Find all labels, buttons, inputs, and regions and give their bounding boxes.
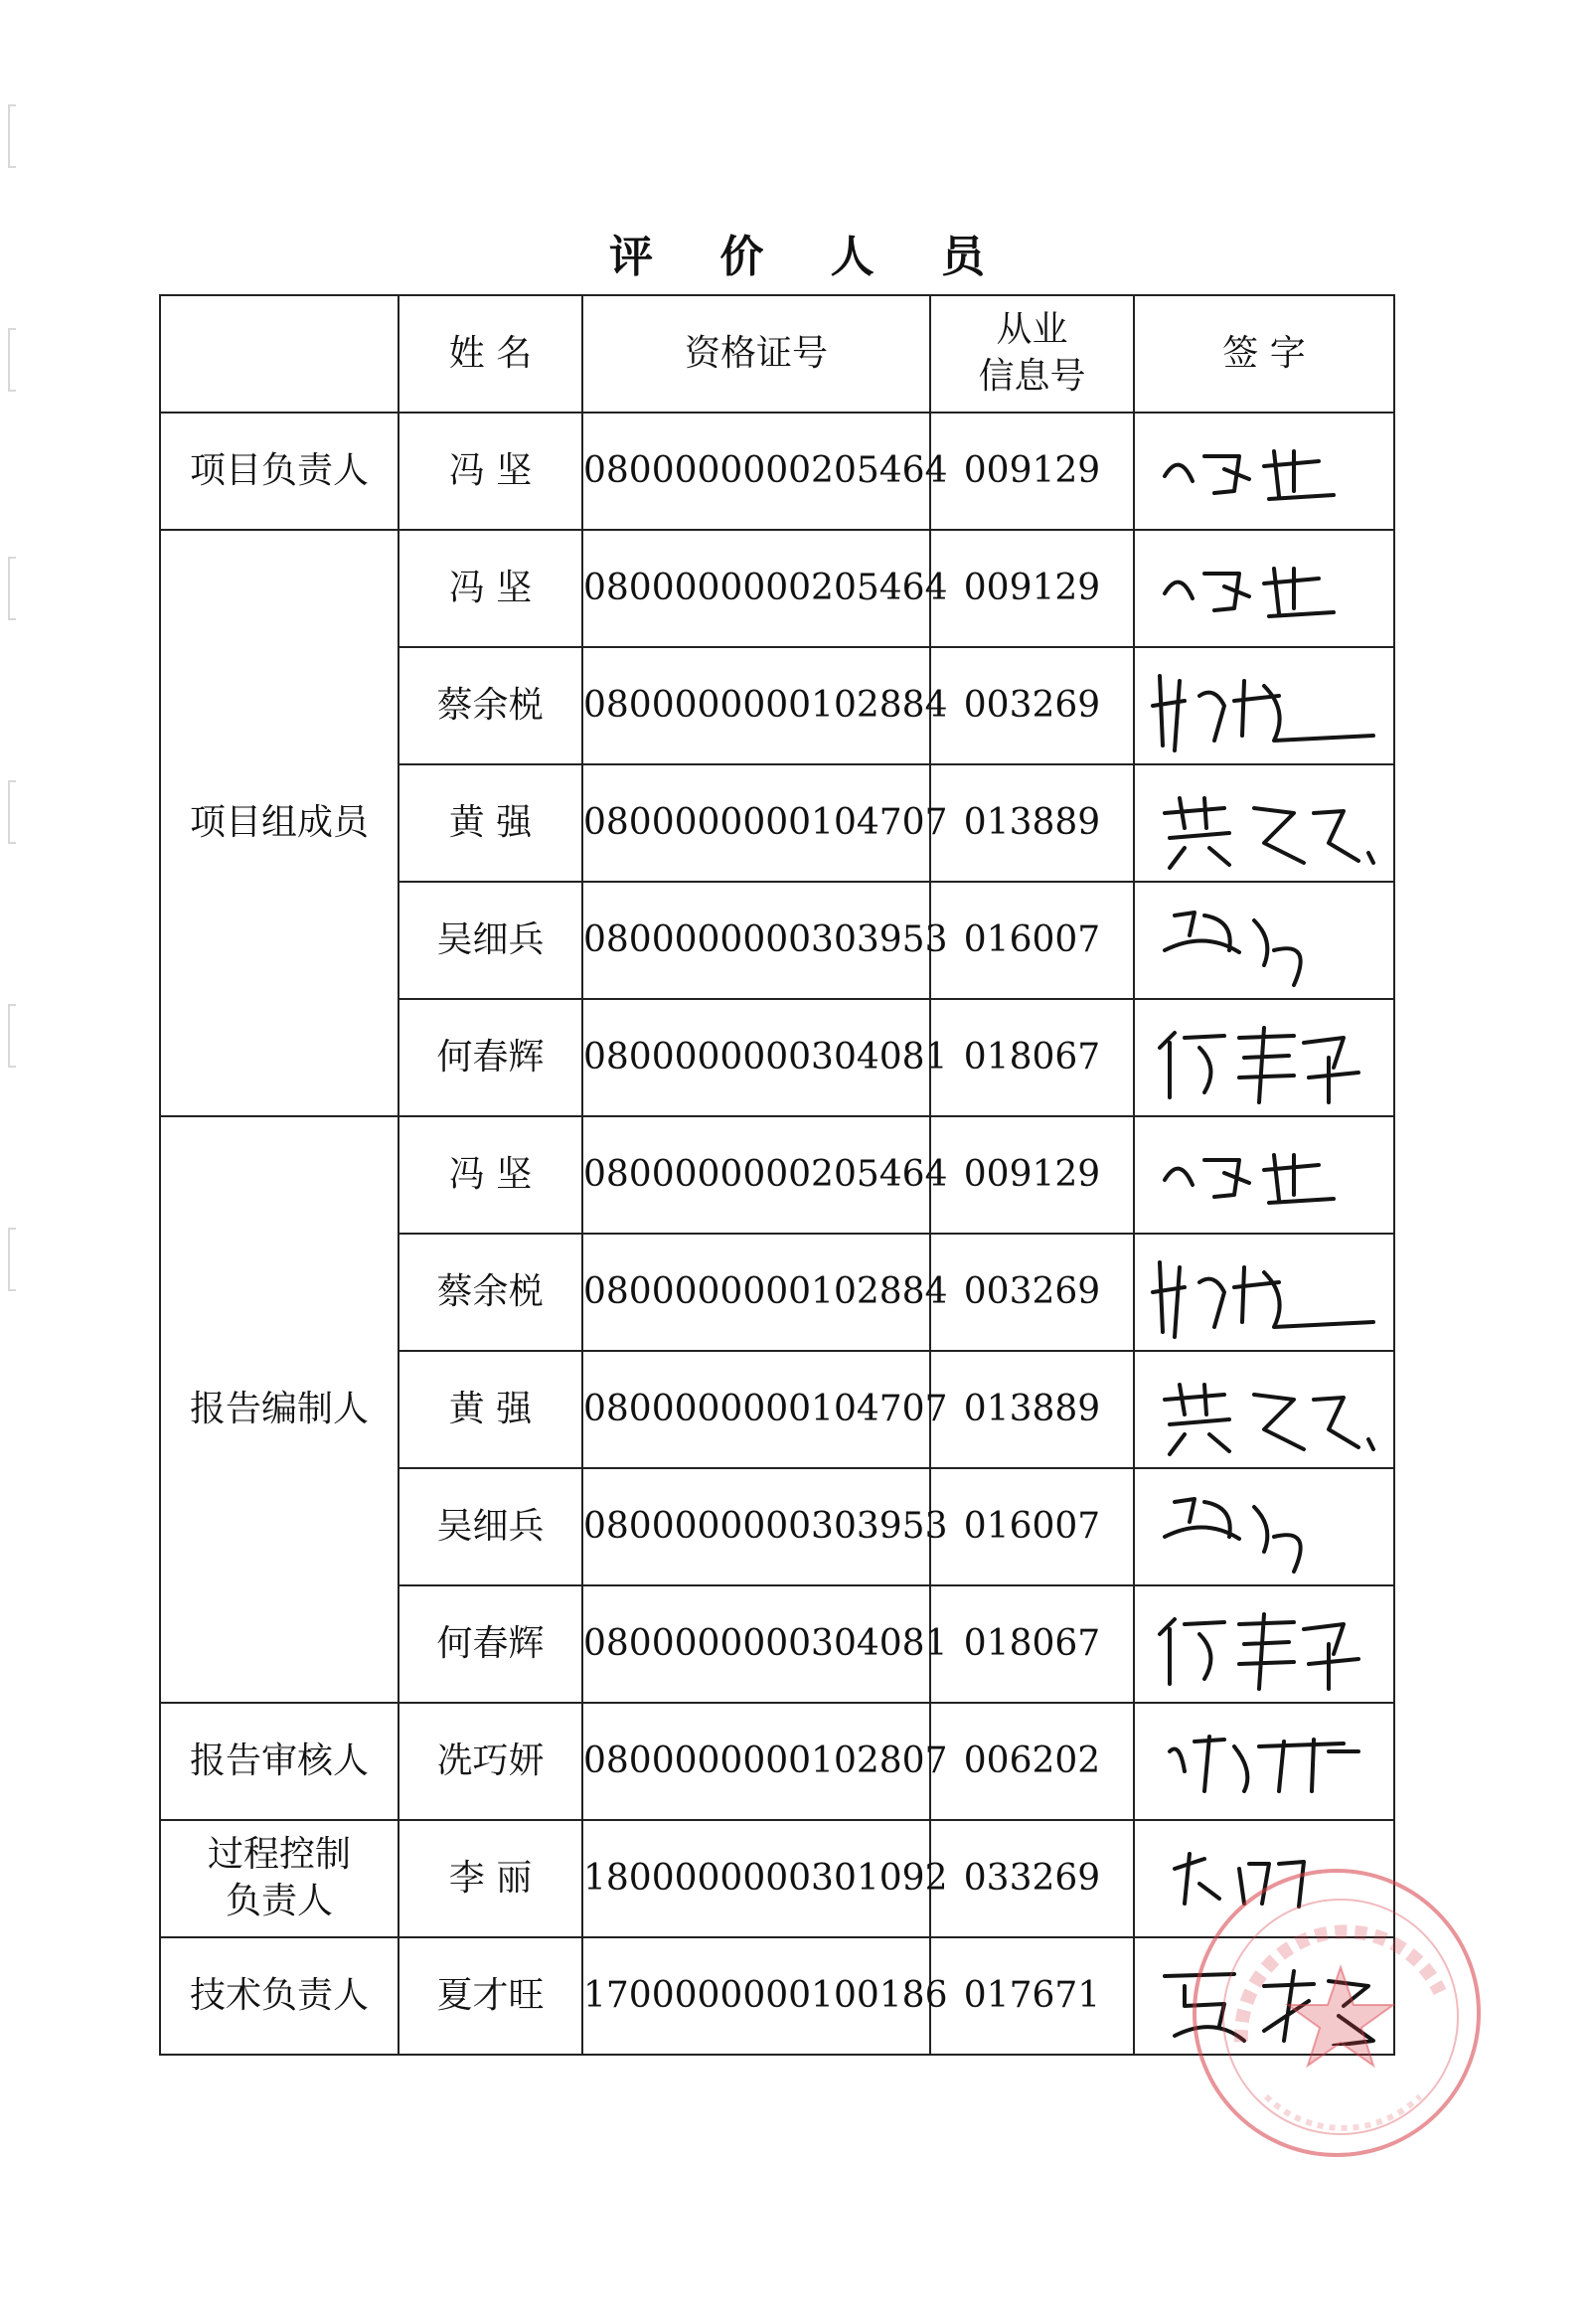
- handwritten-signature: [1145, 1594, 1383, 1694]
- info-cell: 009129: [930, 1116, 1134, 1234]
- header-cert: 资格证号: [582, 295, 930, 413]
- header-info: [930, 295, 1134, 413]
- signature-cell: [1134, 1351, 1394, 1468]
- info-cell: 016007: [930, 882, 1134, 999]
- role-cell: 项目组成员: [160, 530, 398, 1116]
- table-row: [160, 530, 1394, 647]
- signature-cell: [1134, 882, 1394, 999]
- info-cell: 018067: [930, 999, 1134, 1116]
- signature-cell: [1134, 999, 1394, 1116]
- name-cell: 冼巧妍: [398, 1703, 582, 1820]
- scan-edge-mark: [8, 1004, 16, 1068]
- signature-cell: [1134, 764, 1394, 882]
- handwritten-signature: [1145, 1477, 1383, 1577]
- info-cell: 009129: [930, 413, 1134, 530]
- scan-edge-mark: [8, 557, 16, 620]
- signature-cell: [1134, 1468, 1394, 1585]
- header-sign: 签 字: [1134, 295, 1394, 413]
- name-cell: 李 丽: [398, 1820, 582, 1937]
- name-cell: 蔡余棁: [398, 1234, 582, 1351]
- cert-cell: 0800000000304081: [582, 999, 930, 1116]
- signature-cell: [1134, 647, 1394, 764]
- role-line1: 过程控制: [207, 1834, 351, 1876]
- info-cell: 009129: [930, 530, 1134, 647]
- table-row: [160, 413, 1394, 530]
- role-cell: 报告审核人: [160, 1703, 398, 1820]
- page-title: 评 价 人 员: [609, 232, 1011, 282]
- cert-cell: 0800000000102884: [582, 1234, 930, 1351]
- role-line2: 负责人: [225, 1881, 333, 1921]
- header-name: 姓 名: [398, 295, 582, 413]
- table-row: [160, 1937, 1394, 2055]
- cert-cell: 0800000000303953: [582, 1468, 930, 1585]
- role-cell: 技术负责人: [160, 1937, 398, 2055]
- name-cell: 何春辉: [398, 999, 582, 1116]
- name-cell: 冯 坚: [398, 1116, 582, 1234]
- signature-cell: [1134, 1585, 1394, 1703]
- cert-cell: 0800000000205464: [582, 1116, 930, 1234]
- name-cell: 黄 强: [398, 764, 582, 882]
- signature-cell: [1134, 1234, 1394, 1351]
- handwritten-signature: [1145, 1243, 1383, 1342]
- info-cell: 013889: [930, 764, 1134, 882]
- personnel-table: [159, 294, 1395, 2056]
- signature-cell: [1134, 530, 1394, 647]
- handwritten-signature: [1145, 539, 1383, 638]
- handwritten-signature: [1145, 1829, 1383, 1928]
- cert-cell: 0800000000104707: [582, 764, 930, 882]
- signature-cell: [1134, 1937, 1394, 2055]
- info-cell: 003269: [930, 1234, 1134, 1351]
- header-role: [160, 295, 398, 413]
- handwritten-signature: [1145, 1712, 1383, 1811]
- table-row: [160, 1820, 1394, 1937]
- scan-edge-mark: [8, 104, 16, 168]
- role-cell: [160, 1820, 398, 1937]
- handwritten-signature: [1145, 421, 1383, 521]
- cert-cell: 1700000000100186: [582, 1937, 930, 2055]
- handwritten-signature: [1145, 1125, 1383, 1225]
- scan-edge-mark: [8, 328, 16, 392]
- info-cell: 017671: [930, 1937, 1134, 2055]
- info-cell: 018067: [930, 1585, 1134, 1703]
- handwritten-signature: [1145, 773, 1383, 873]
- header-row: [160, 295, 1394, 413]
- info-cell: 033269: [930, 1820, 1134, 1937]
- header-info-line2: 信息号: [978, 356, 1086, 397]
- cert-cell: 0800000000104707: [582, 1351, 930, 1468]
- name-cell: 夏才旺: [398, 1937, 582, 2055]
- table-row: [160, 1703, 1394, 1820]
- cert-cell: 1800000000301092: [582, 1820, 930, 1937]
- scan-edge-mark: [8, 1228, 16, 1291]
- signature-cell: [1134, 1820, 1394, 1937]
- name-cell: 蔡余棁: [398, 647, 582, 764]
- role-cell: 报告编制人: [160, 1116, 398, 1703]
- name-cell: 冯 坚: [398, 413, 582, 530]
- name-cell: 冯 坚: [398, 530, 582, 647]
- handwritten-signature: [1145, 1946, 1383, 2046]
- name-cell: 吴细兵: [398, 882, 582, 999]
- signature-cell: [1134, 413, 1394, 530]
- cert-cell: 0800000000205464: [582, 530, 930, 647]
- scan-edge-mark: [8, 780, 16, 844]
- name-cell: 吴细兵: [398, 1468, 582, 1585]
- info-cell: 013889: [930, 1351, 1134, 1468]
- name-cell: 何春辉: [398, 1585, 582, 1703]
- header-info-line1: 从业: [996, 309, 1068, 351]
- signature-cell: [1134, 1116, 1394, 1234]
- handwritten-signature: [1145, 656, 1383, 755]
- table-row: [160, 1116, 1394, 1234]
- cert-cell: 0800000000102884: [582, 647, 930, 764]
- info-cell: 003269: [930, 647, 1134, 764]
- info-cell: 016007: [930, 1468, 1134, 1585]
- handwritten-signature: [1145, 1008, 1383, 1107]
- cert-cell: 0800000000303953: [582, 882, 930, 999]
- signature-cell: [1134, 1703, 1394, 1820]
- role-cell: 项目负责人: [160, 413, 398, 530]
- handwritten-signature: [1145, 1360, 1383, 1459]
- cert-cell: 0800000000102807: [582, 1703, 930, 1820]
- handwritten-signature: [1145, 891, 1383, 990]
- cert-cell: 0800000000205464: [582, 413, 930, 530]
- info-cell: 006202: [930, 1703, 1134, 1820]
- cert-cell: 0800000000304081: [582, 1585, 930, 1703]
- name-cell: 黄 强: [398, 1351, 582, 1468]
